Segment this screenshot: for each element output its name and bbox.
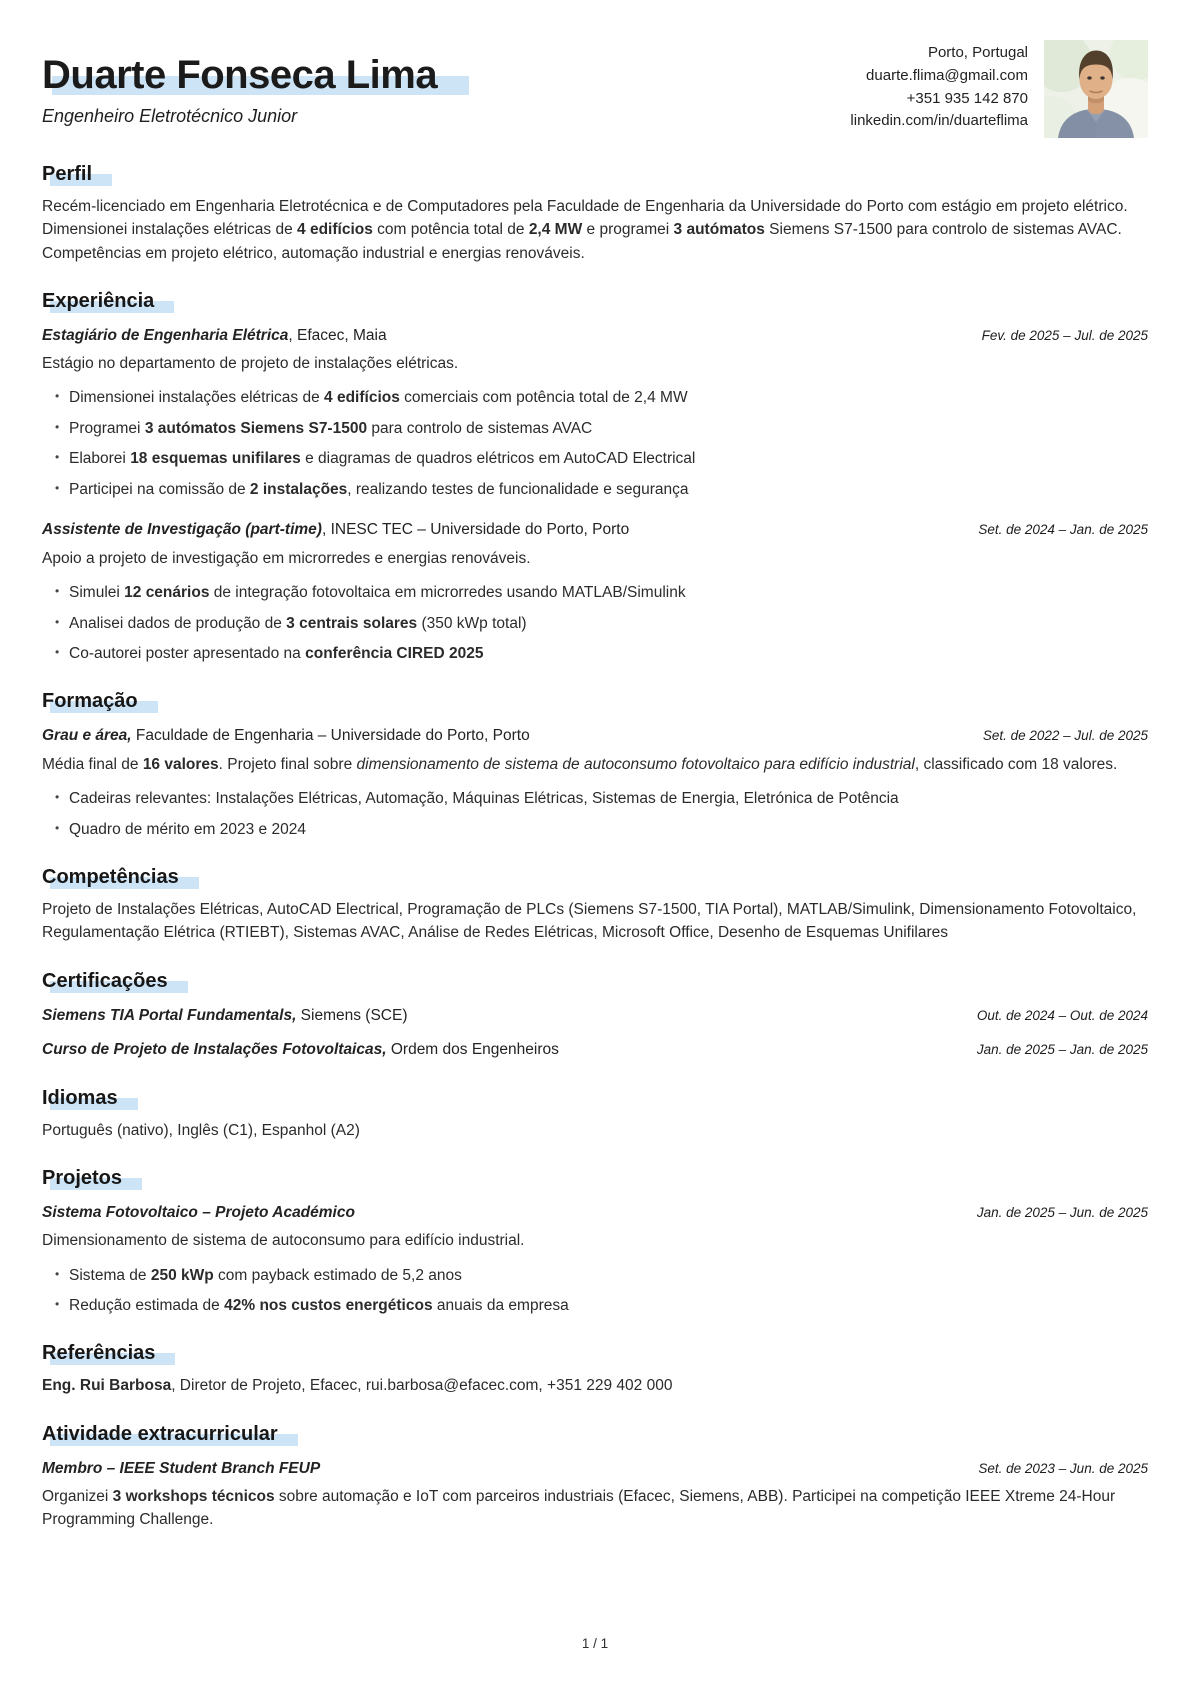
section-certifications <box>42 969 1148 1062</box>
certification-entry <box>42 1039 1148 1061</box>
extracurricular-dates: Set. de 2023 – Jun. de 2025 <box>978 1460 1148 1476</box>
certification-title: Curso de Projeto de Instalações Fotovoltaicas, Ordem dos Engenheiros <box>42 1041 559 1059</box>
contact-linkedin: linkedin.com/in/duarteflima <box>850 112 1028 130</box>
profile-photo <box>1044 40 1148 138</box>
section-skills <box>42 865 1148 945</box>
bullet-item: • Elaborei 18 esquemas unifilares e diagramas de quadros elétricos em AutoCAD Electrical <box>69 448 1148 470</box>
contact-block <box>850 40 1028 133</box>
degree-title: Grau e área, Faculdade de Engenharia – Universidade do Porto, Porto <box>42 727 530 745</box>
bullet-item: • Programei 3 autómatos Siemens S7-1500 para controlo de sistemas AVAC <box>69 418 1148 440</box>
certification-dates: Jan. de 2025 – Jan. de 2025 <box>976 1042 1148 1058</box>
project-bullets <box>42 1265 1148 1318</box>
job-dates: Fev. de 2025 – Jul. de 2025 <box>981 327 1148 343</box>
entry-head <box>42 725 1148 747</box>
header-identity <box>42 36 437 127</box>
bullet-item: • Participei na comissão de 2 instalações, realizando testes de funcionalidade e segurança <box>69 479 1148 501</box>
profile-summary: Recém-licenciado em Engenharia Eletrotécnica e de Computadores pela Faculdade de Engenharia da Universidade do Porto com estágio em projeto elétrico. Dimensionei instalações elétricas de 4 edifícios com potência total de 2,4 MW e programei 3 autómatos Siemens S7-1500 para controlo de sistemas AVAC. Competências em projeto elétrico, automação industrial e energias renováveis. <box>42 198 1128 262</box>
page-number: 1 / 1 <box>581 1636 609 1651</box>
project-summary: Dimensionamento de sistema de autoconsumo para edifício industrial. <box>42 1232 525 1250</box>
resume-header <box>42 36 1148 138</box>
education-entry <box>42 725 1148 841</box>
experience-entry <box>42 519 1148 665</box>
bullet-item: • Dimensionei instalações elétricas de 4 edifícios comerciais com potência total de 2,4 MW <box>69 387 1148 409</box>
job-summary: Estágio no departamento de projeto de instalações elétricas. <box>42 355 459 373</box>
candidate-name: Duarte Fonseca Lima <box>42 53 438 97</box>
section-title-education: Formação <box>42 690 138 713</box>
section-extracurricular <box>42 1422 1148 1532</box>
entry-head <box>42 1202 1148 1224</box>
contact-email: duarte.flima@gmail.com <box>866 66 1028 84</box>
languages-list: Português (nativo), Inglês (C1), Espanhol (A2) <box>42 1121 360 1139</box>
job-title: Estagiário de Engenharia Elétrica, Efacec, Maia <box>42 326 387 344</box>
section-title-experience: Experiência <box>42 289 155 312</box>
section-languages <box>42 1086 1148 1142</box>
bullet-item: • Cadeiras relevantes: Instalações Elétricas, Automação, Máquinas Elétricas, Sistemas de Energia, Eletrónica de Potência <box>69 788 1148 810</box>
reference-line: Eng. Rui Barbosa, Diretor de Projeto, Efacec, rui.barbosa@efacec.com, +351 229 402 000 <box>42 1377 673 1395</box>
job-bullets <box>42 387 1148 501</box>
degree-summary: Média final de 16 valores. Projeto final sobre dimensionamento de sistema de autoconsumo fotovoltaico para edifício industrial, classificado com 18 valores. <box>42 755 1118 773</box>
bullet-item: • Quadro de mérito em 2023 e 2024 <box>69 819 1148 841</box>
section-title-skills: Competências <box>42 866 179 889</box>
certification-dates: Out. de 2024 – Out. de 2024 <box>976 1007 1148 1023</box>
entry-head <box>42 1458 1148 1480</box>
entry-head <box>42 1005 1148 1027</box>
section-education <box>42 689 1148 841</box>
project-dates: Jan. de 2025 – Jun. de 2025 <box>976 1204 1148 1220</box>
profile-photo-image <box>1044 40 1148 138</box>
bullet-item: • Simulei 12 cenários de integração fotovoltaica em microrredes usando MATLAB/Simulink <box>69 582 1148 604</box>
section-references <box>42 1341 1148 1397</box>
section-title-certifications: Certificações <box>42 969 168 992</box>
project-entry <box>42 1202 1148 1318</box>
section-profile <box>42 162 1148 265</box>
entry-head <box>42 1039 1148 1061</box>
entry-head <box>42 519 1148 541</box>
certification-title: Siemens TIA Portal Fundamentals, Siemens (SCE) <box>42 1006 408 1024</box>
bullet-item: • Redução estimada de 42% nos custos energéticos anuais da empresa <box>69 1295 1148 1317</box>
project-title: Sistema Fotovoltaico – Projeto Académico <box>42 1203 355 1221</box>
bullet-item: • Co-autorei poster apresentado na conferência CIRED 2025 <box>69 643 1148 665</box>
bullet-item: • Sistema de 250 kWp com payback estimado de 5,2 anos <box>69 1265 1148 1287</box>
contact-phone: +351 935 142 870 <box>906 89 1028 107</box>
job-title: Assistente de Investigação (part-time), INESC TEC – Universidade do Porto, Porto <box>42 521 630 539</box>
experience-entry <box>42 325 1148 502</box>
job-bullets <box>42 582 1148 665</box>
section-title-languages: Idiomas <box>42 1086 118 1109</box>
extracurricular-role: Membro – IEEE Student Branch FEUP <box>42 1459 321 1477</box>
extracurricular-description: Organizei 3 workshops técnicos sobre automação e IoT com parceiros industriais (Efacec, Siemens, ABB). Participei na competição IEEE Xtreme 24-Hour Programming Challenge. <box>42 1488 1116 1529</box>
certification-entry <box>42 1005 1148 1027</box>
section-projects <box>42 1166 1148 1318</box>
section-title-extracurricular: Atividade extracurricular <box>42 1422 278 1445</box>
section-title-profile: Perfil <box>42 163 93 185</box>
degree-dates: Set. de 2022 – Jul. de 2025 <box>982 728 1148 744</box>
header-contact-area <box>850 36 1148 138</box>
job-dates: Set. de 2024 – Jan. de 2025 <box>978 522 1148 538</box>
contact-location: Porto, Portugal <box>927 44 1028 61</box>
section-title-references: Referências <box>42 1342 156 1365</box>
skills-list: Projeto de Instalações Elétricas, AutoCAD Electrical, Programação de PLCs (Siemens S7-1500, TIA Portal), MATLAB/Simulink, Dimensionamento Fotovoltaico, Regulamentação Elétrica (RTIEBT), Sistemas AVAC, Análise de Redes Elétricas, Microsoft Office, Desenho de Esquemas Unifilares <box>42 901 1137 942</box>
entry-head <box>42 325 1148 347</box>
section-title-projects: Projetos <box>42 1166 123 1189</box>
extracurricular-entry <box>42 1458 1148 1532</box>
bullet-item: • Analisei dados de produção de 3 centrais solares (350 kWp total) <box>69 613 1148 635</box>
candidate-title: Engenheiro Eletrotécnico Junior <box>42 106 298 126</box>
section-experience <box>42 289 1148 666</box>
education-bullets <box>42 788 1148 841</box>
job-summary: Apoio a projeto de investigação em microrredes e energias renováveis. <box>42 549 531 567</box>
